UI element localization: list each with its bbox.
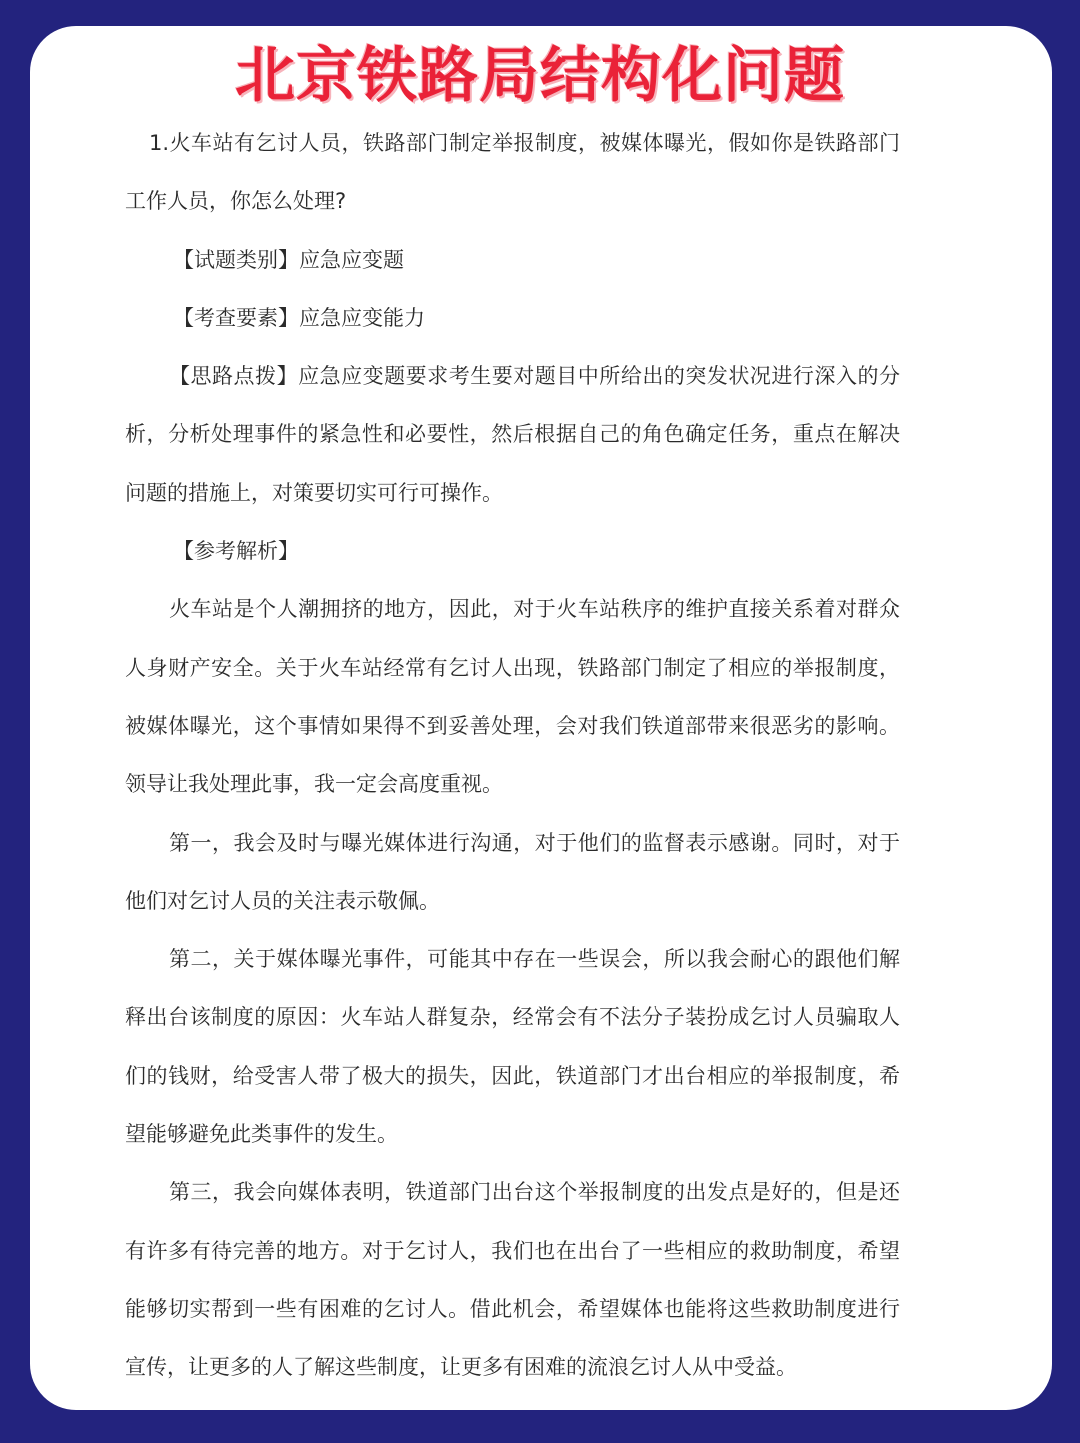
analysis-paragraph: 火车站是个人潮拥挤的地方，因此，对于火车站秩序的维护直接关系着对群众人身财产安全。关于火车站经常有乞讨人出现，铁路部门制定了相应的举报制度，被媒体曝光，这个事情如果得不到妥善处理，会对我们铁道部带来很恶劣的影响。领导让我处理此事，我一定会高度重视。	[125, 597, 900, 797]
question-text: 1.火车站有乞讨人员，铁路部门制定举报制度，被媒体曝光，假如你是铁路部门工作人员，你怎么处理?	[125, 131, 900, 214]
hint-paragraph: 【思路点拨】应急应变题要求考生要对题目中所给出的突发状况进行深入的分析，分析处理事件的紧急性和必要性，然后根据自己的角色确定任务，重点在解决问题的措施上，对策要切实可行可操作。	[125, 364, 900, 505]
category-label: 【试题类别】应急应变题	[173, 247, 404, 272]
analysis-label: 【参考解析】	[173, 539, 299, 564]
analysis-paragraph: 第三，我会向媒体表明，铁道部门出台这个举报制度的出发点是好的，但是还有许多有待完善的地方。对于乞讨人，我们也在出台了一些相应的救助制度，希望能够切实帮到一些有困难的乞讨人。借此机会，希望媒体也能将这些救助制度进行宣传，让更多的人了解这些制度，让更多有困难的流浪乞讨人从中受益。	[125, 1180, 900, 1380]
document-body	[125, 114, 900, 1397]
page-title: 北京铁路局结构化问题	[235, 41, 845, 111]
analysis-paragraph: 第二，关于媒体曝光事件，可能其中存在一些误会，所以我会耐心的跟他们解释出台该制度的原因：火车站人群复杂，经常会有不法分子装扮成乞讨人员骗取人们的钱财，给受害人带了极大的损失，因此，铁道部门才出台相应的举报制度，希望能够避免此类事件的发生。	[125, 947, 900, 1147]
elements-label: 【考查要素】应急应变能力	[173, 305, 425, 330]
analysis-paragraph: 第一，我会及时与曝光媒体进行沟通，对于他们的监督表示感谢。同时，对于他们对乞讨人员的关注表示敬佩。	[125, 830, 900, 913]
